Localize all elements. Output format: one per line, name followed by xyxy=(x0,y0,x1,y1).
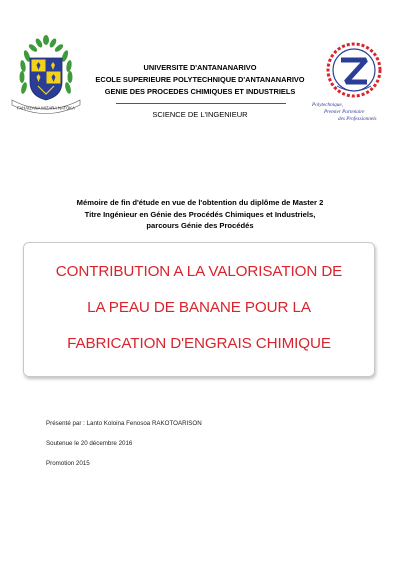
logo-caption-1: Polytechnique, xyxy=(312,102,343,108)
institution-header xyxy=(78,62,322,98)
title-line-1: CONTRIBUTION A LA VALORISATION DE xyxy=(55,263,343,280)
university-name: UNIVERSITE D'ANTANANARIVO xyxy=(143,63,257,72)
title-line-3: FABRICATION D'ENGRAIS CHIMIQUE xyxy=(67,335,331,352)
presenter-line: Présenté par : Lanto Koloina Fenosoa RAKOTOARISON xyxy=(46,420,202,427)
thesis-description xyxy=(20,197,380,232)
university-crest-logo xyxy=(8,34,84,114)
thesis-line-1: Mémoire de fin d'étude en vue de l'obtention du diplôme de Master 2 xyxy=(76,198,324,207)
promotion-year: Promotion 2015 xyxy=(46,460,90,467)
logo-caption-2: Premier Partenaire xyxy=(324,109,365,115)
motto-text: FAHAIZANA MIZARA NATOKA xyxy=(17,105,75,111)
header-divider xyxy=(116,103,286,104)
thesis-line-3: parcours Génie des Procédés xyxy=(146,221,254,230)
section-name: SCIENCE DE L'INGENIEUR xyxy=(152,110,248,119)
school-name: ECOLE SUPERIEURE POLYTECHNIQUE D'ANTANANARIVO xyxy=(95,75,305,84)
title-line-2: LA PEAU DE BANANE POUR LA xyxy=(87,299,311,316)
gear-icon xyxy=(328,44,380,96)
thesis-line-2: Titre Ingénieur en Génie des Procédés Chimiques et Industriels, xyxy=(84,209,316,219)
thesis-title-box xyxy=(23,242,375,377)
logo-caption-3: des Professionnels xyxy=(338,116,377,122)
defense-date: Soutenue le 20 décembre 2016 xyxy=(46,440,133,447)
shield-icon xyxy=(30,58,62,100)
polytechnique-logo xyxy=(310,38,394,146)
department-name: GENIE DES PROCEDES CHIMIQUES ET INDUSTRIELS xyxy=(104,87,296,96)
